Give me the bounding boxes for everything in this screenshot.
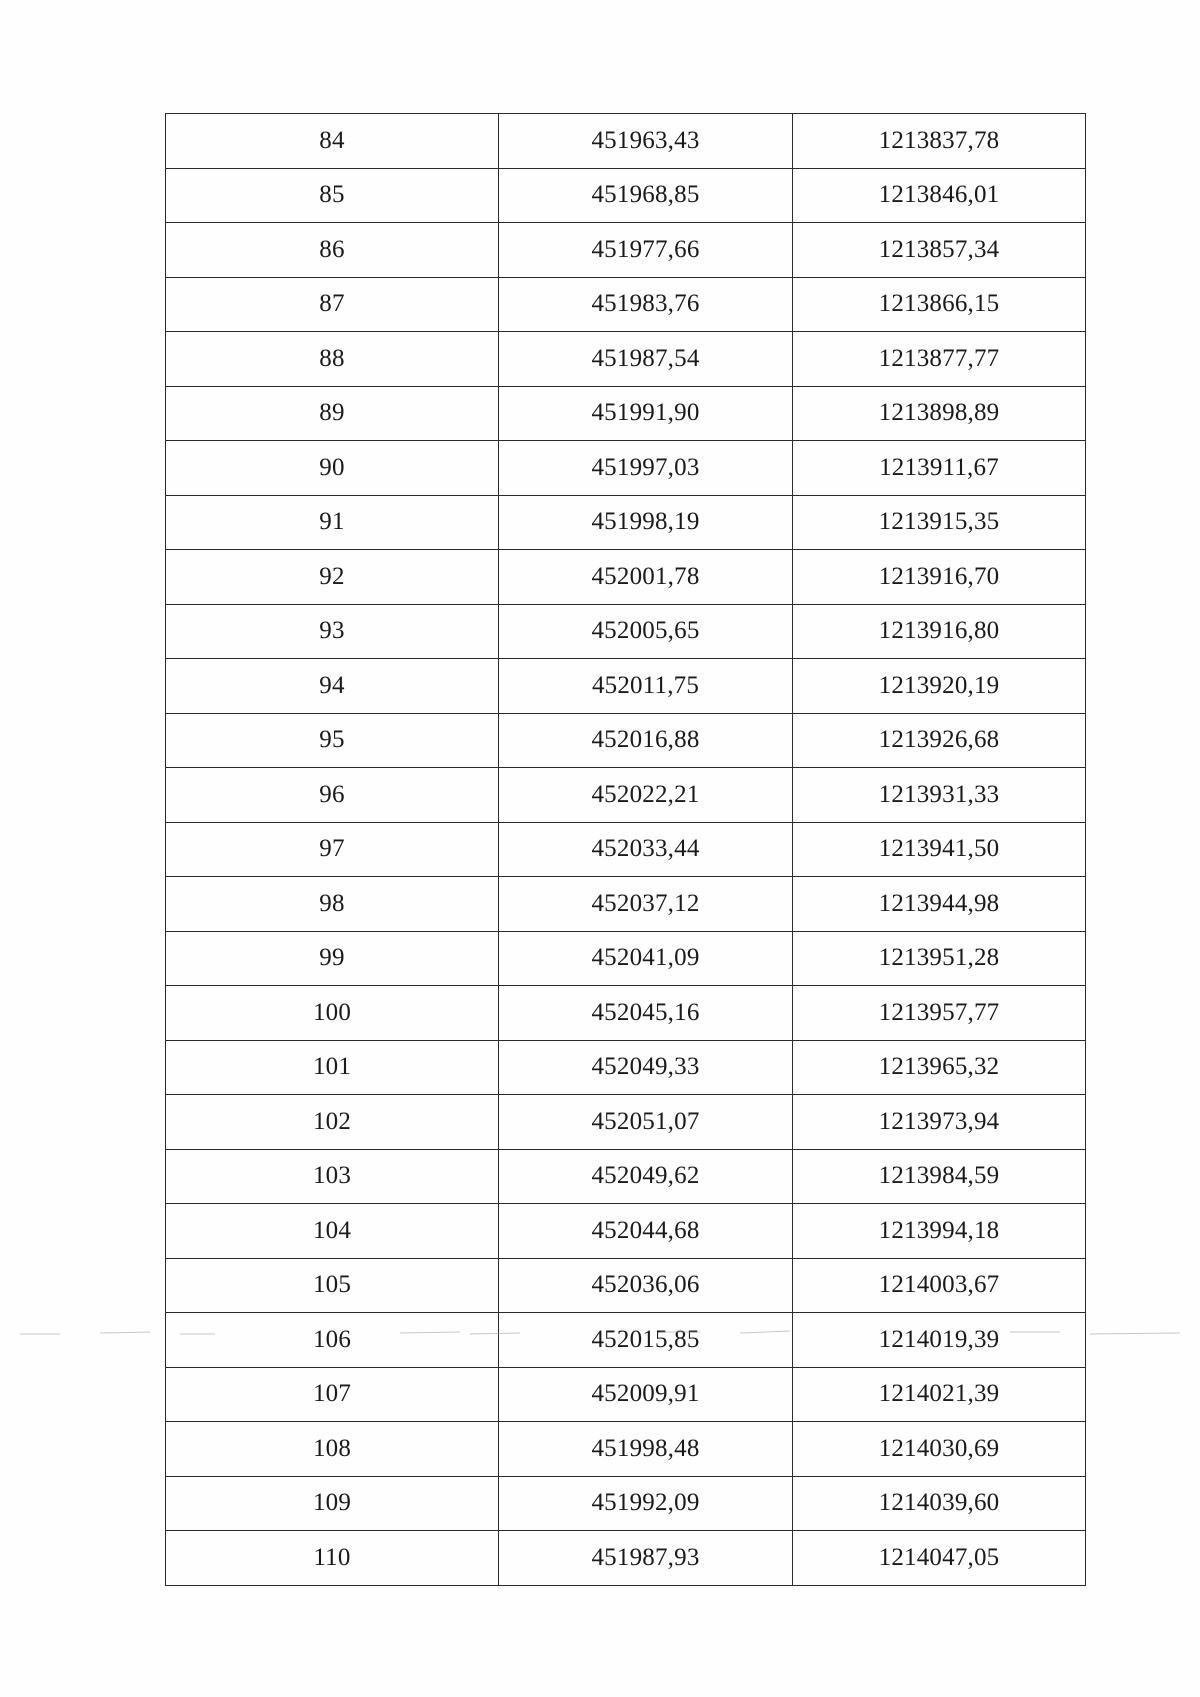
table-row [166, 931, 1086, 986]
table-row [166, 768, 1086, 823]
table-row [166, 1149, 1086, 1204]
y-coordinate-cell: 1213973,94 [793, 1095, 1086, 1150]
point-number-cell: 84 [166, 114, 499, 169]
x-coordinate-cell: 452022,21 [499, 768, 793, 823]
point-number-cell: 109 [166, 1476, 499, 1531]
point-number-cell: 100 [166, 986, 499, 1041]
x-coordinate-cell: 451998,48 [499, 1422, 793, 1477]
x-coordinate-cell: 452001,78 [499, 550, 793, 605]
point-number-cell: 94 [166, 659, 499, 714]
x-coordinate-cell: 452041,09 [499, 931, 793, 986]
x-coordinate-cell: 452044,68 [499, 1204, 793, 1259]
point-number-cell: 95 [166, 713, 499, 768]
x-coordinate-cell: 452037,12 [499, 877, 793, 932]
x-coordinate-cell: 452036,06 [499, 1258, 793, 1313]
table-row [166, 277, 1086, 332]
x-coordinate-cell: 451963,43 [499, 114, 793, 169]
y-coordinate-cell: 1213877,77 [793, 332, 1086, 387]
point-number-cell: 91 [166, 495, 499, 550]
y-coordinate-cell: 1213926,68 [793, 713, 1086, 768]
x-coordinate-cell: 452005,65 [499, 604, 793, 659]
table-row [166, 1531, 1086, 1586]
y-coordinate-cell: 1213916,70 [793, 550, 1086, 605]
y-coordinate-cell: 1214019,39 [793, 1313, 1086, 1368]
table-row [166, 1476, 1086, 1531]
y-coordinate-cell: 1213846,01 [793, 168, 1086, 223]
table-row [166, 114, 1086, 169]
point-number-cell: 93 [166, 604, 499, 659]
table-row [166, 332, 1086, 387]
table-row [166, 441, 1086, 496]
table-row [166, 604, 1086, 659]
x-coordinate-cell: 452015,85 [499, 1313, 793, 1368]
x-coordinate-cell: 451997,03 [499, 441, 793, 496]
point-number-cell: 88 [166, 332, 499, 387]
table-row [166, 386, 1086, 441]
x-coordinate-cell: 452049,33 [499, 1040, 793, 1095]
x-coordinate-cell: 452049,62 [499, 1149, 793, 1204]
table-row [166, 1422, 1086, 1477]
y-coordinate-cell: 1213941,50 [793, 822, 1086, 877]
x-coordinate-cell: 452009,91 [499, 1367, 793, 1422]
table-row [166, 495, 1086, 550]
point-number-cell: 108 [166, 1422, 499, 1477]
y-coordinate-cell: 1213994,18 [793, 1204, 1086, 1259]
table-row [166, 659, 1086, 714]
x-coordinate-cell: 452033,44 [499, 822, 793, 877]
point-number-cell: 105 [166, 1258, 499, 1313]
point-number-cell: 98 [166, 877, 499, 932]
point-number-cell: 92 [166, 550, 499, 605]
point-number-cell: 103 [166, 1149, 499, 1204]
table-row [166, 168, 1086, 223]
y-coordinate-cell: 1213951,28 [793, 931, 1086, 986]
table-row [166, 713, 1086, 768]
table-row [166, 1258, 1086, 1313]
point-number-cell: 87 [166, 277, 499, 332]
table-row [166, 1367, 1086, 1422]
point-number-cell: 97 [166, 822, 499, 877]
point-number-cell: 89 [166, 386, 499, 441]
point-number-cell: 104 [166, 1204, 499, 1259]
point-number-cell: 85 [166, 168, 499, 223]
point-number-cell: 106 [166, 1313, 499, 1368]
y-coordinate-cell: 1213984,59 [793, 1149, 1086, 1204]
x-coordinate-cell: 451983,76 [499, 277, 793, 332]
table-row [166, 1313, 1086, 1368]
y-coordinate-cell: 1214047,05 [793, 1531, 1086, 1586]
table-row [166, 986, 1086, 1041]
y-coordinate-cell: 1213866,15 [793, 277, 1086, 332]
y-coordinate-cell: 1213965,32 [793, 1040, 1086, 1095]
table-row [166, 877, 1086, 932]
point-number-cell: 86 [166, 223, 499, 278]
y-coordinate-cell: 1214030,69 [793, 1422, 1086, 1477]
x-coordinate-cell: 451991,90 [499, 386, 793, 441]
coordinates-table [165, 113, 1086, 1586]
point-number-cell: 107 [166, 1367, 499, 1422]
y-coordinate-cell: 1213915,35 [793, 495, 1086, 550]
y-coordinate-cell: 1213898,89 [793, 386, 1086, 441]
x-coordinate-cell: 452011,75 [499, 659, 793, 714]
point-number-cell: 102 [166, 1095, 499, 1150]
x-coordinate-cell: 451998,19 [499, 495, 793, 550]
y-coordinate-cell: 1213857,34 [793, 223, 1086, 278]
y-coordinate-cell: 1213920,19 [793, 659, 1086, 714]
y-coordinate-cell: 1213837,78 [793, 114, 1086, 169]
x-coordinate-cell: 452016,88 [499, 713, 793, 768]
coordinates-table-body [166, 114, 1086, 1586]
x-coordinate-cell: 451987,93 [499, 1531, 793, 1586]
x-coordinate-cell: 452051,07 [499, 1095, 793, 1150]
point-number-cell: 110 [166, 1531, 499, 1586]
table-row [166, 822, 1086, 877]
table-row [166, 223, 1086, 278]
table-row [166, 550, 1086, 605]
table-row [166, 1095, 1086, 1150]
x-coordinate-cell: 451977,66 [499, 223, 793, 278]
y-coordinate-cell: 1213944,98 [793, 877, 1086, 932]
y-coordinate-cell: 1213957,77 [793, 986, 1086, 1041]
x-coordinate-cell: 451968,85 [499, 168, 793, 223]
y-coordinate-cell: 1214003,67 [793, 1258, 1086, 1313]
point-number-cell: 101 [166, 1040, 499, 1095]
x-coordinate-cell: 452045,16 [499, 986, 793, 1041]
table-row [166, 1040, 1086, 1095]
y-coordinate-cell: 1213931,33 [793, 768, 1086, 823]
point-number-cell: 90 [166, 441, 499, 496]
x-coordinate-cell: 451987,54 [499, 332, 793, 387]
point-number-cell: 99 [166, 931, 499, 986]
y-coordinate-cell: 1213916,80 [793, 604, 1086, 659]
point-number-cell: 96 [166, 768, 499, 823]
y-coordinate-cell: 1213911,67 [793, 441, 1086, 496]
y-coordinate-cell: 1214039,60 [793, 1476, 1086, 1531]
table-row [166, 1204, 1086, 1259]
x-coordinate-cell: 451992,09 [499, 1476, 793, 1531]
y-coordinate-cell: 1214021,39 [793, 1367, 1086, 1422]
